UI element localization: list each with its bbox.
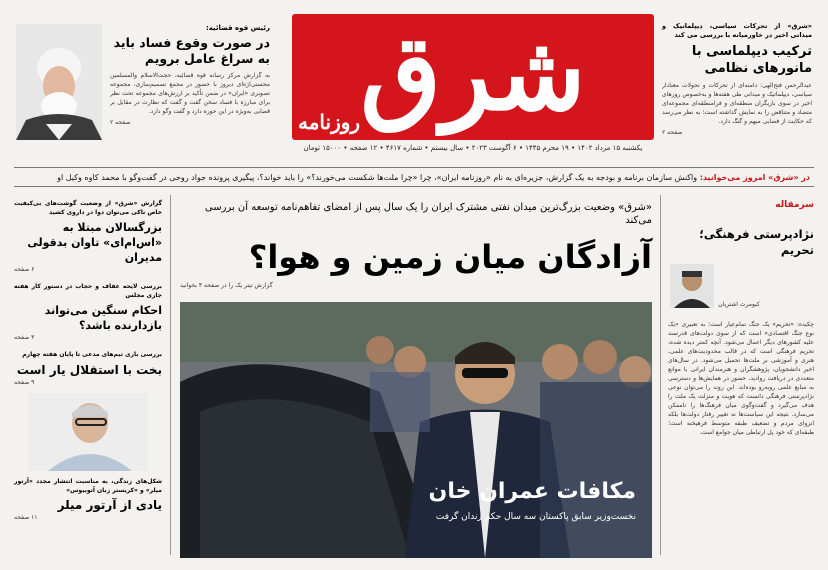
left-story-3[interactable] <box>14 350 162 387</box>
left-story-4-page: ۱۱ صفحه <box>14 514 38 521</box>
left-story-2[interactable] <box>14 282 162 342</box>
editorial-author-block <box>668 264 814 314</box>
top-left-headline: در صورت وقوع فساد باید به سراغ عامل برویم <box>113 35 270 66</box>
dateline: یکشنبه ۱۵ مرداد ۱۴۰۲ • ۱۹ محرم ۱۴۴۵ • ۶ آگوست ۲۰۲۳ • سال بیستم • شماره ۴۶۱۷ • ۱۲ صفحه • ۱۵۰۰۰ تومان <box>303 144 643 152</box>
top-left-kicker: رئیس قوه قضائیه: <box>205 24 270 32</box>
imran-khan-photo <box>180 302 652 558</box>
left-story-4-kicker: شکل‌های زندگی، به مناسبت انتشار مجدد «آرتور میلر» و «کریستر زبان آتوبیوس» <box>14 478 162 494</box>
judiciary-head-photo <box>16 24 102 140</box>
top-right-story[interactable] <box>662 22 812 137</box>
inside-today-ticker[interactable] <box>14 167 814 187</box>
left-story-1-page: ۶ صفحه <box>14 266 35 273</box>
left-story-3-kicker: بررسی بازی تیم‌های مدعی تا پایان هفته چهارم <box>22 351 162 358</box>
left-story-1-kicker: گزارش «شرق» از وضعیت گوشت‌های بی‌کیفیت خاص تاکی می‌توان دوا در داروی کشید <box>14 200 162 216</box>
left-story-4-headline: یادی از آرتور میلر <box>57 498 162 512</box>
left-column <box>14 199 162 522</box>
photo-headline: مکافات عمران خان <box>428 479 636 504</box>
arthur-miller-photo <box>28 393 148 471</box>
top-right-page: صفحه ۲ <box>662 129 683 136</box>
portrait-illustration <box>16 24 102 140</box>
editorial-section-label: سرمقاله <box>775 200 814 210</box>
masthead <box>292 14 654 140</box>
left-story-2-headline: احکام سنگین می‌تواند بازدارنده باشد؟ <box>44 304 162 332</box>
lead-story[interactable] <box>180 201 652 290</box>
masthead-title: شرق <box>360 14 586 134</box>
lead-byline: گزارش تیتر یک را در صفحه ۴ بخوانید <box>180 282 273 289</box>
editorial-author: کیومرث اشتریان <box>718 301 760 308</box>
editorial-headline: نژادپرستی فرهنگی؛ تحریم <box>699 227 814 257</box>
column-divider <box>660 195 661 555</box>
top-right-kicker: «شرق» از تحرکات سیاسی، دیپلماتیک و میدانی اخیر در خاورمیانه با بررسی می کند <box>662 22 812 39</box>
top-left-body: به گزارش مرکز رسانه قوه قضائیه، حجت‌الاسلام والمسلمین محسنی‌اژه‌ای دیروز با حضور در مجمع تصمیم‌سازی، مجموعه تصویری «ایران» در ضمن تأکید بر ارزش‌های مجموعه تحت نظر برای مبارزه با فساد سخن گفت و گفت که نظارت در مقابل بر قضایی به‌ویژه در این حوزه دارد و گفت وگو دارد. <box>110 72 270 115</box>
masthead-subtitle: روزنامه <box>298 110 361 134</box>
top-left-story[interactable] <box>110 24 270 127</box>
left-story-1-headline: بزرگسالان مبتلا به «اس‌ام‌ای» تاوان بدقولی مدیران <box>27 221 162 264</box>
left-story-3-page: ۹ صفحه <box>14 379 35 386</box>
editorial-body: چکیده: «تحریم» یک جنگ تمام‌عیار است؛ به تعبیری «یک نوع جنگ اقتصادی» است که از سوی دولت‌های قدرتمند علیه کشورهای دیگر اعمال می‌شود. آنچه کمتر دیده شده، تحریم فرهنگی است که در قالب محدودیت‌های علمی، هنری و آموزشی بر ملت‌ها تحمیل می‌شود. در سال‌های اخیر دانشجویان، پژوهشگران و هنرمندان ایرانی با موانع متعددی در دریافت روادید، حضور در همایش‌ها و دسترسی به منابع علمی روبه‌رو بوده‌اند. این روند را می‌توان نوعی نژادپرستی فرهنگی دانست که هویت و منزلت یک ملت را هدف می‌گیرد و گفت‌وگوی میان فرهنگ‌ها را ناممکن می‌سازد. نتیجه این سیاست‌ها نه تغییر رفتار دولت‌ها بلکه انزوای مردم و تضعیف طبقه متوسط فرهیخته است؛ طبقه‌ای که خود پل ارتباطی میان جوامع است. <box>668 321 814 436</box>
top-left-page: صفحه ۲ <box>110 119 131 126</box>
author-photo <box>670 264 714 308</box>
photo-subheadline: نخست‌وزیر سابق پاکستان سه سال حکم زندان گرفت <box>435 512 636 522</box>
left-story-4[interactable] <box>14 477 162 522</box>
lead-headline: آزادگان میان زمین و هوا؟ <box>248 238 652 276</box>
editorial-column[interactable] <box>668 200 814 570</box>
ticker-text: واکنش سازمان برنامه و بودجه به یک گزارش، جزیره‌ای به نام «روزنامه ایران»، چرا «چرا ملت‌ها شکست می‌خورند؟» را باید خواند؟، پیگیری پرونده جواد روحی در گفت‌وگو با محمد کاوه وکیل او <box>57 173 698 182</box>
left-story-2-kicker: بررسی لایحه عفاف و حجاب در دستور کار هفته جاری مجلس <box>14 283 162 299</box>
top-right-headline: ترکیب دیپلماسی با مانورهای نظامی <box>691 44 812 76</box>
left-story-2-page: ۳ صفحه <box>14 334 35 341</box>
lead-kicker: «شرق» وضعیت بزرگ‌ترین میدان نفتی مشترک ایران را یک سال پس از امضای تفاهم‌نامه توسعه آن بررسی می‌کند <box>204 202 652 226</box>
column-divider <box>170 195 171 555</box>
left-story-3-headline: بخت با استقلال یار است <box>16 363 162 377</box>
left-story-1[interactable] <box>14 199 162 274</box>
top-right-body: عبدالرحمن فتح‌الهی: دامنه‌ای از تحرکات و تحولات معنادار سیاسی، دیپلماتیک و میدانی طی هفته‌ها و به‌خصوص روزهای اخیر در سوی بازیگران منطقه‌ای و فرامنطقه‌ای مجموعه‌ای متضاد و متناقض را به نمایش گذاشته است؛ به نظر می‌رسد که حکایت از فضایی مبهم و گنگ دارد. <box>662 82 812 125</box>
author-portrait <box>670 264 714 308</box>
arthur-miller-portrait <box>28 393 148 471</box>
ticker-label: در «شرق» امروز می‌خوانید: <box>699 173 810 182</box>
